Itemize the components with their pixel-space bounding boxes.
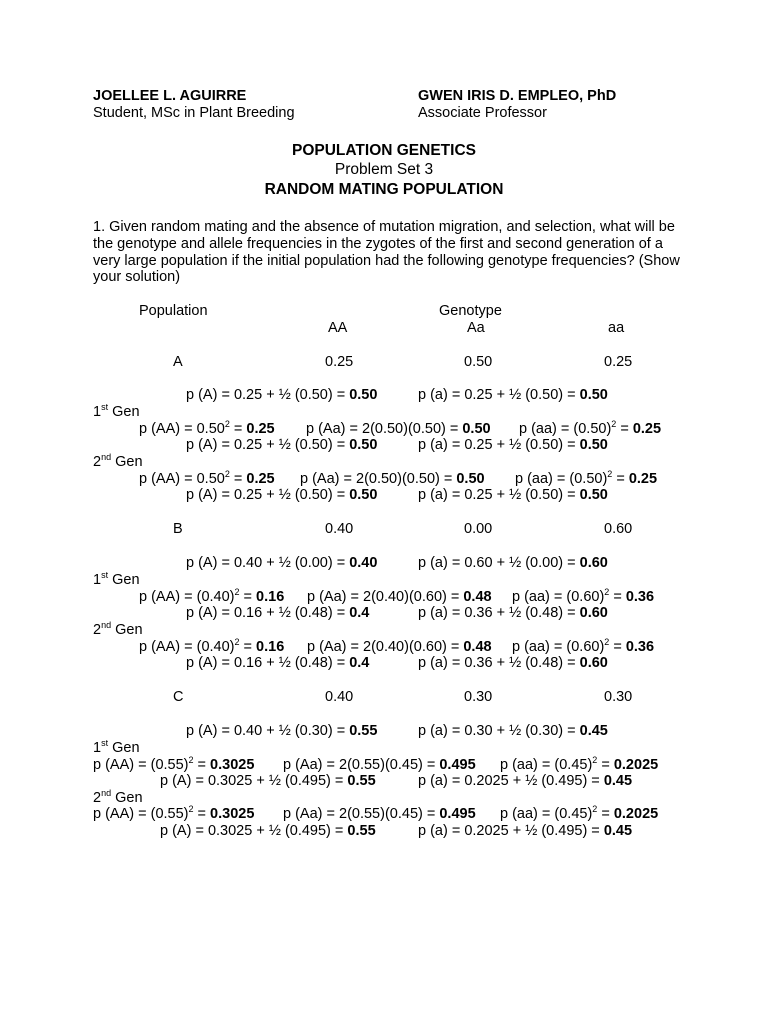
gen-label-first: 1st Gen	[93, 738, 140, 756]
g2-pa: p (a) = 0.25 + ½ (0.50) = 0.50	[418, 487, 608, 503]
g2-pAa: p (Aa) = 2(0.40)(0.60) = 0.48	[307, 639, 492, 655]
g1-paa: p $(aa) = (0.60)^2 = 0.36$	[512, 587, 655, 605]
g1-pAa: p (Aa) = 2(0.55)(0.45) = 0.495	[283, 757, 476, 773]
g1-pAa: p (Aa) = 2(0.50)(0.50) = 0.50	[306, 421, 491, 437]
gen-label-second: 2nd Gen	[93, 452, 143, 470]
g2-paa: p $(aa) = (0.50)^2 = 0.25$	[515, 469, 658, 487]
g2-paa: p $(aa) = (0.60)^2 = 0.36$	[512, 637, 655, 655]
freq-aa: 0.60	[604, 521, 633, 537]
g1-pA: p (A) = 0.3025 + ½ (0.495) = 0.55	[160, 773, 376, 789]
author-left-role: Student, MSc in Plant Breeding	[93, 105, 295, 121]
freq-Aa: 0.00	[464, 521, 493, 537]
g2-pAa: p (Aa) = 2(0.55)(0.45) = 0.495	[283, 806, 476, 822]
col-header-Aa: Aa	[467, 320, 485, 336]
init-pA: p (A) = 0.40 + ½ (0.00) = 0.40	[186, 555, 378, 571]
g2-pAA: p $(AA) = 0.50^2 = 0.25$	[139, 469, 275, 487]
g1-pA: p (A) = 0.16 + ½ (0.48) = 0.4	[186, 605, 370, 621]
init-pa: p (a) = 0.60 + ½ (0.00) = 0.60	[418, 555, 608, 571]
pop-name: A	[173, 354, 183, 370]
g2-pA: p (A) = 0.16 + ½ (0.48) = 0.4	[186, 655, 370, 671]
init-pa: p (a) = 0.30 + ½ (0.30) = 0.45	[418, 723, 608, 739]
g1-pAA: p $(AA) = (0.55)^2 = 0.3025$	[93, 755, 255, 773]
g1-pA: p (A) = 0.25 + ½ (0.50) = 0.50	[186, 437, 378, 453]
col-header-population: Population	[139, 303, 208, 319]
col-header-AA: AA	[328, 320, 348, 336]
col-header-aa: aa	[608, 320, 625, 336]
g2-pAA: p $(AA) = (0.55)^2 = 0.3025$	[93, 804, 255, 822]
g1-pAa: p (Aa) = 2(0.40)(0.60) = 0.48	[307, 589, 492, 605]
init-pA: p (A) = 0.40 + ½ (0.30) = 0.55	[186, 723, 378, 739]
pop-name: C	[173, 689, 184, 705]
document-title: POPULATION GENETICS	[291, 142, 476, 159]
freq-Aa: 0.50	[464, 354, 493, 370]
g2-pA: p (A) = 0.3025 + ½ (0.495) = 0.55	[160, 823, 376, 839]
freq-AA: 0.25	[325, 354, 354, 370]
author-left-name: JOELLEE L. AGUIRRE	[93, 88, 247, 104]
g2-pAA: p $(AA) = (0.40)^2 = 0.16$	[139, 637, 285, 655]
question-text: 1. Given random mating and the absence of mutation migration, and selection, what will be the genotype and allele frequencies in the zygotes of the first and second generation of a very large population if the initial population had the following genotype frequencies? (Show your solution)	[93, 219, 680, 286]
g1-pAA: p $(AA) = (0.40)^2 = 0.16$	[139, 587, 285, 605]
g1-pa: p (a) = 0.2025 + ½ (0.495) = 0.45	[418, 773, 633, 789]
g1-pAA: p $(AA) = 0.50^2 = 0.25$	[139, 419, 275, 437]
freq-AA: 0.40	[325, 521, 354, 537]
document-topic: RANDOM MATING POPULATION	[264, 181, 504, 198]
init-pa: p (a) = 0.25 + ½ (0.50) = 0.50	[418, 387, 608, 403]
document-subtitle: Problem Set 3	[334, 161, 434, 178]
g2-pA: p (A) = 0.25 + ½ (0.50) = 0.50	[186, 487, 378, 503]
gen-label-first: 1st Gen	[93, 402, 140, 420]
freq-Aa: 0.30	[464, 689, 493, 705]
freq-aa: 0.25	[604, 354, 633, 370]
g1-pa: p (a) = 0.36 + ½ (0.48) = 0.60	[418, 605, 608, 621]
init-pA: p (A) = 0.25 + ½ (0.50) = 0.50	[186, 387, 378, 403]
g1-pa: p (a) = 0.25 + ½ (0.50) = 0.50	[418, 437, 608, 453]
author-right-role: Associate Professor	[418, 105, 547, 121]
gen-label-second: 2nd Gen	[93, 788, 143, 806]
g1-paa: p $(aa) = (0.50)^2 = 0.25$	[519, 419, 662, 437]
g2-pa: p (a) = 0.2025 + ½ (0.495) = 0.45	[418, 823, 633, 839]
g2-pa: p (a) = 0.36 + ½ (0.48) = 0.60	[418, 655, 608, 671]
pop-name: B	[173, 521, 183, 537]
g1-paa: p $(aa) = (0.45)^2 = 0.2025$	[500, 755, 659, 773]
author-right-name: GWEN IRIS D. EMPLEO, PhD	[418, 88, 617, 104]
freq-aa: 0.30	[604, 689, 633, 705]
gen-label-first: 1st Gen	[93, 570, 140, 588]
freq-AA: 0.40	[325, 689, 354, 705]
gen-label-second: 2nd Gen	[93, 620, 143, 638]
col-header-genotype: Genotype	[439, 303, 502, 319]
g2-paa: p $(aa) = (0.45)^2 = 0.2025$	[500, 804, 659, 822]
g2-pAa: p (Aa) = 2(0.50)(0.50) = 0.50	[300, 471, 485, 487]
